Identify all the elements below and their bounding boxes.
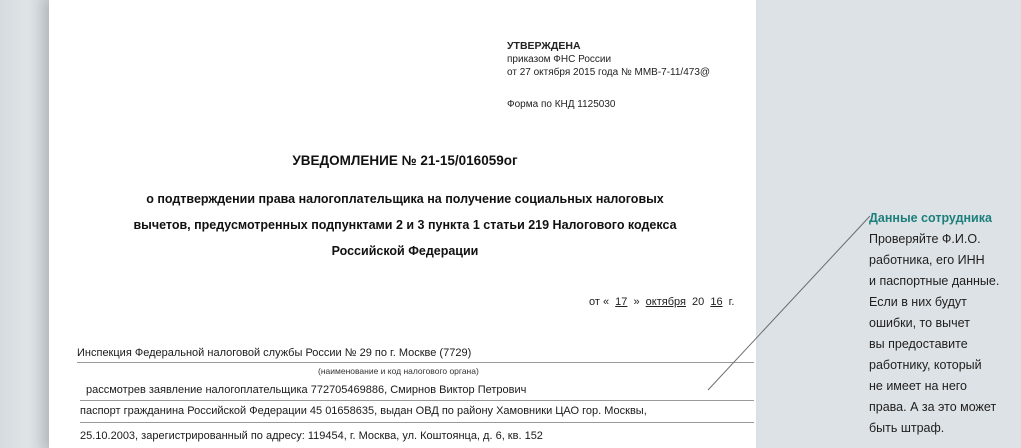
divider-line xyxy=(77,362,754,363)
annotation-line: Если в них будут xyxy=(869,295,967,309)
subtitle-line: о подтверждении права налогоплательщика на получение социальных налоговых xyxy=(146,192,664,206)
document-subtitle xyxy=(84,186,726,264)
tax-authority-caption: (наименование и код налогового органа) xyxy=(318,366,479,376)
annotation-panel xyxy=(869,208,1019,439)
date-suffix: г. xyxy=(728,296,735,308)
date-prefix: от « xyxy=(589,296,610,308)
date-sep: » xyxy=(633,296,640,308)
tax-authority-line: Инспекция Федеральной налоговой службы России № 29 по г. Москве (7729) xyxy=(77,347,472,359)
document-title: УВЕДОМЛЕНИЕ № 21-15/016059ог xyxy=(292,153,518,168)
subtitle-line: Российской Федерации xyxy=(331,244,479,258)
annotation-line: Проверяйте Ф.И.О. xyxy=(869,232,981,246)
annotation-line: работнику, который xyxy=(869,358,982,372)
approval-heading: УТВЕРЖДЕНА xyxy=(507,40,581,52)
passport-line: паспорт гражданина Российской Федерации 45 01658635, выдан ОВД по району Хамовники ЦАО гор. Москвы, xyxy=(80,405,647,417)
date-day: 17 xyxy=(615,296,628,308)
address-line: 25.10.2003, зарегистрированный по адресу: 119454, г. Москва, ул. Коштоянца, д. 6, кв. 152 xyxy=(80,430,543,442)
callout-connector xyxy=(700,210,880,395)
annotation-line: ошибки, то вычет xyxy=(869,316,970,330)
background-strip xyxy=(0,0,49,448)
approval-date: от 27 октября 2015 года № ММВ-7-11/473@ xyxy=(507,67,711,78)
annotation-heading: Данные сотрудника xyxy=(869,211,992,225)
date-year: 16 xyxy=(710,296,723,308)
annotation-line: быть штраф. xyxy=(869,421,945,435)
approval-order: приказом ФНС России xyxy=(507,54,612,65)
taxpayer-line: рассмотрев заявление налогоплательщика 772705469886, Смирнов Виктор Петрович xyxy=(86,384,527,396)
form-code: Форма по КНД 1125030 xyxy=(507,99,616,110)
annotation-line: работника, его ИНН xyxy=(869,253,985,267)
date-year-prefix: 20 xyxy=(692,296,705,308)
annotation-line: вы предоставите xyxy=(869,337,968,351)
date-month: октября xyxy=(645,296,686,308)
annotation-line: и паспортные данные. xyxy=(869,274,1000,288)
approval-block xyxy=(507,40,710,79)
connector-line xyxy=(708,216,870,390)
divider-line xyxy=(80,400,754,401)
annotation-line: не имеет на него xyxy=(869,379,968,393)
subtitle-line: вычетов, предусмотренных подпунктами 2 и 3 пункта 1 статьи 219 Налогового кодекса xyxy=(133,218,677,232)
divider-line xyxy=(80,422,754,423)
annotation-line: права. А за это может xyxy=(869,400,997,414)
